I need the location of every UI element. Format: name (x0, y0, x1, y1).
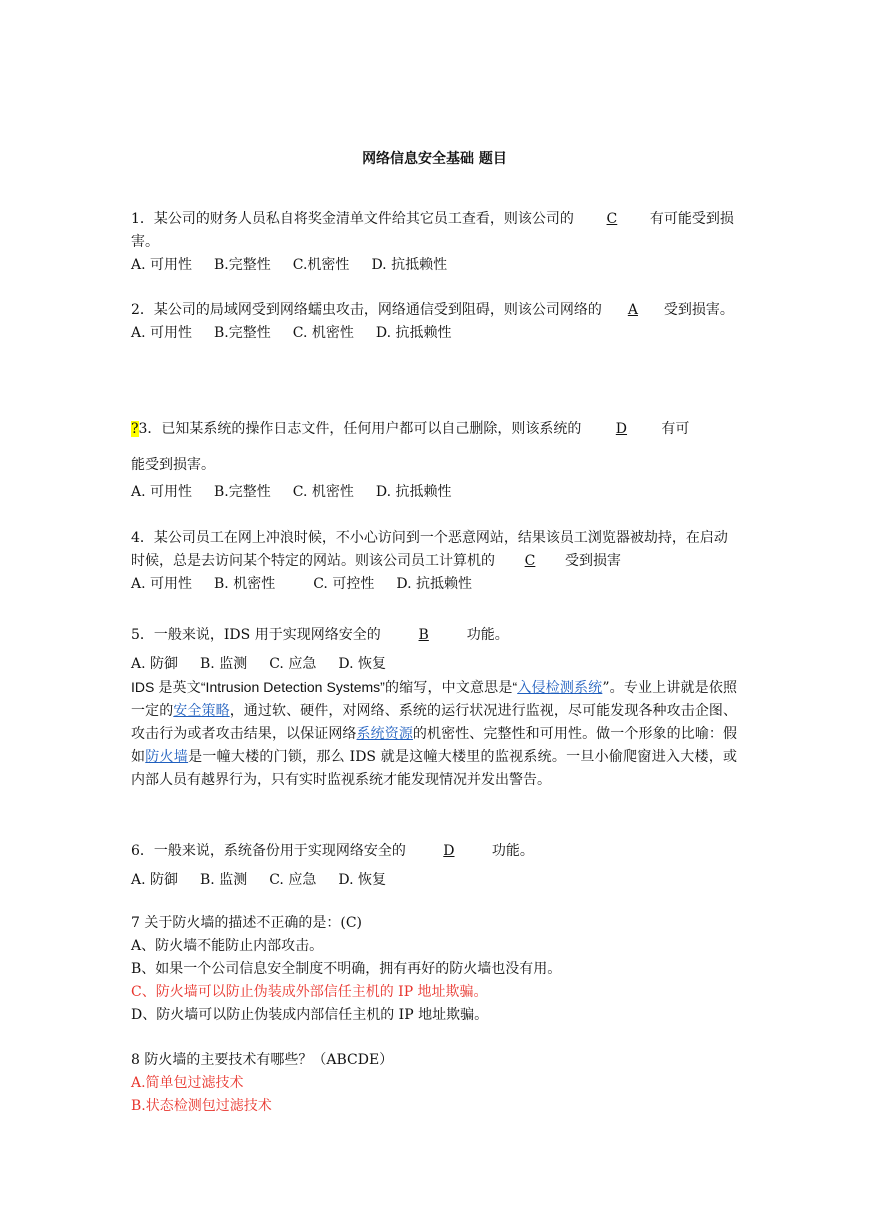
option-d: D、防火墙可以防止伪装成内部信任主机的 IP 地址欺骗。 (131, 1007, 489, 1023)
question-8 (131, 1049, 737, 1118)
option-c: C. 机密性 (292, 484, 354, 500)
answer-blank: C (606, 211, 618, 227)
option-b: B、如果一个公司信息安全制度不明确，拥有再好的防火墙也没有用。 (131, 961, 562, 977)
option-d: D. 抗抵赖性 (375, 325, 452, 341)
option-a: A、防火墙不能防止内部攻击。 (131, 938, 324, 954)
option-b: B.完整性 (214, 325, 271, 341)
option-d: D. 抗抵赖性 (375, 484, 452, 500)
question-4 (131, 527, 737, 596)
question-6 (131, 840, 737, 892)
question-6-options (131, 869, 737, 892)
question-8-stem: 8 防火墙的主要技术有哪些？（ABCDE） (131, 1052, 394, 1068)
answer-blank: D (615, 421, 628, 437)
question-1-options (131, 254, 737, 277)
option-b: B. 监测 (200, 656, 248, 672)
option-a: A. 可用性 (131, 325, 193, 341)
link-security-policy[interactable]: 安全策略 (173, 703, 230, 719)
question-2-options (131, 322, 737, 345)
link-system-resources[interactable]: 系统资源 (356, 726, 413, 742)
question-7-stem: 7 关于防火墙的描述不正确的是：(C) (131, 915, 362, 931)
option-b: B. 机密性 (214, 576, 276, 592)
option-a: A. 防御 (131, 872, 179, 888)
question-5 (131, 624, 737, 792)
option-d: D. 恢复 (338, 656, 386, 672)
answer-blank: A (627, 302, 638, 318)
option-c: C. 应急 (269, 656, 317, 672)
document-title: 网络信息安全基础 题目 (362, 151, 507, 167)
option-d: D. 抗抵赖性 (396, 576, 472, 592)
option-c: C. 可控性 (313, 576, 375, 592)
question-3-stem-continued: 能受到损害。 (131, 457, 215, 473)
ids-explanation: IDS 是英文“Intrusion Detection Systems”的缩写，中文意思是“入侵检测系统”。专业上讲就是依照一定的安全策略，通过软、硬件，对网络、系统的运行状况进行监视，尽可能发现各种攻击企图、攻击行为或者攻击结果，以保证网络系统资源的机密性、完整性和可用性。做一个形象的比喻：假如防火墙是一幢大楼的门锁，那么 IDS 就是这幢大楼里的监视系统。一旦小偷爬窗进入大楼，或内部人员有越界行为，只有实时监视系统才能发现情况并发出警告。 (131, 679, 738, 788)
option-d: D. 抗抵赖性 (371, 257, 448, 273)
option-b: B.完整性 (214, 484, 271, 500)
option-a-correct: A.简单包过滤技术 (131, 1075, 244, 1091)
question-4-stem: 4．某公司员工在网上冲浪时候，不小心访问到一个恶意网站，结果该员工浏览器被劫持，在启动时候，总是去访问某个特定的网站。则该公司员工计算机的 C 受到损害 (131, 527, 737, 573)
question-3 (131, 418, 737, 504)
option-b: B.完整性 (214, 257, 271, 273)
question-1-stem: 1．某公司的财务人员私自将奖金清单文件给其它员工查看，则该公司的 C 有可能受到损害。 (131, 208, 737, 254)
option-c: C. 机密性 (292, 325, 354, 341)
question-5-options (131, 653, 737, 676)
option-c-correct: C、防火墙可以防止伪装成外部信任主机的 IP 地址欺骗。 (131, 984, 488, 1000)
question-7 (131, 912, 737, 1027)
question-1 (131, 208, 737, 277)
question-3-stem: ?3．已知某系统的操作日志文件，任何用户都可以自己删除，则该系统的 D 有可 (131, 418, 737, 441)
question-5-stem: 5．一般来说，IDS 用于实现网络安全的 B 功能。 (131, 624, 737, 647)
option-a: A. 可用性 (131, 484, 193, 500)
option-c: C. 应急 (269, 872, 317, 888)
option-d: D. 恢复 (338, 872, 386, 888)
answer-blank: B (418, 627, 429, 643)
question-2-stem: 2．某公司的局域网受到网络蠕虫攻击，网络通信受到阻碍，则该公司网络的 A 受到损害。 (131, 299, 737, 322)
option-b-correct: B.状态检测包过滤技术 (131, 1098, 272, 1114)
option-a: A. 可用性 (131, 576, 193, 592)
question-6-stem: 6．一般来说，系统备份用于实现网络安全的 D 功能。 (131, 840, 737, 863)
link-intrusion-detection-system[interactable]: 入侵检测系统 (517, 680, 603, 696)
option-a: A. 可用性 (131, 257, 193, 273)
question-4-options (131, 573, 737, 596)
answer-blank: D (443, 843, 455, 859)
option-a: A. 防御 (131, 656, 179, 672)
question-3-options (131, 481, 737, 504)
answer-blank: C (524, 553, 536, 569)
question-2 (131, 299, 737, 345)
highlight-marker: ? (131, 421, 139, 437)
option-c: C.机密性 (292, 257, 350, 273)
link-firewall[interactable]: 防火墙 (145, 749, 189, 765)
option-b: B. 监测 (200, 872, 248, 888)
